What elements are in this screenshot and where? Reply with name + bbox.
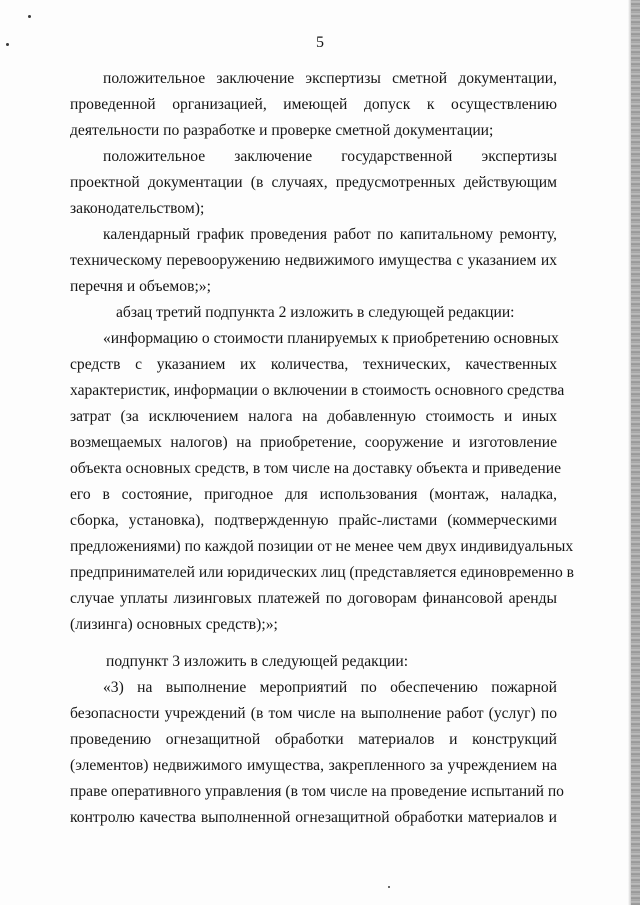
- text-line: (лизинга) основных средств);»;: [70, 616, 278, 633]
- text-line: календарный график проведения работ по капитальному ремонту,: [103, 226, 557, 243]
- text-line: средств с указанием их количества, технических, качественных: [70, 356, 557, 373]
- text-line: «3) на выполнение мероприятий по обеспечению пожарной: [103, 679, 557, 696]
- scan-speck: [388, 886, 390, 888]
- scan-edge: [631, 0, 640, 905]
- text-line: подпункт 3 изложить в следующей редакции:: [106, 653, 409, 670]
- page-number: 5: [316, 34, 324, 51]
- text-line: характеристик, информации о включении в стоимость основного средства: [70, 382, 565, 399]
- text-line: проведенной организацией, имеющей допуск к осуществлению: [70, 96, 557, 113]
- text-line: предпринимателей или юридических лиц (представляется единовременно в: [70, 564, 575, 581]
- text-line: его в состояние, пригодное для использования (монтаж, наладка,: [70, 486, 557, 503]
- text-line: абзац третий подпункта 2 изложить в следующей редакции:: [116, 304, 515, 321]
- text-line: предложениями) по каждой позиции от не менее чем двух индивидуальных: [70, 538, 574, 555]
- text-line: случае уплаты лизинговых платежей по договорам финансовой аренды: [70, 590, 557, 607]
- text-line: сборка, установка), подтвержденную прайс-листами (коммерческими: [70, 512, 557, 529]
- text-line: положительное заключение государственной экспертизы: [103, 148, 557, 165]
- text-line: перечня и объемов;»;: [70, 278, 211, 295]
- text-line: законодательством);: [70, 200, 205, 217]
- scan-speck: [28, 15, 31, 18]
- text-line: праве оперативного управления (в том числе на проведение испытаний по: [70, 783, 564, 800]
- text-line: техническому перевооружению недвижимого имущества с указанием их: [70, 252, 557, 269]
- text-line: затрат (за исключением налога на добавленную стоимость и иных: [70, 408, 557, 425]
- text-line: положительное заключение экспертизы сметной документации,: [103, 70, 557, 87]
- text-line: контролю качества выполненной огнезащитной обработки материалов и: [70, 809, 557, 826]
- text-line: «информацию о стоимости планируемых к приобретению основных: [103, 330, 559, 347]
- text-line: (элементов) недвижимого имущества, закрепленного за учреждением на: [70, 757, 557, 774]
- text-line: возмещаемых налогов) на приобретение, сооружение и изготовление: [70, 434, 557, 451]
- text-line: объекта основных средств, в том числе на доставку объекта и приведение: [70, 460, 562, 477]
- text-line: проведению огнезащитной обработки материалов и конструкций: [70, 731, 557, 748]
- text-line: деятельности по разработке и проверке сметной документации;: [70, 122, 494, 139]
- text-line: безопасности учреждений (в том числе на выполнение работ (услуг) по: [70, 705, 557, 722]
- text-line: проектной документации (в случаях, предусмотренных действующим: [70, 174, 557, 191]
